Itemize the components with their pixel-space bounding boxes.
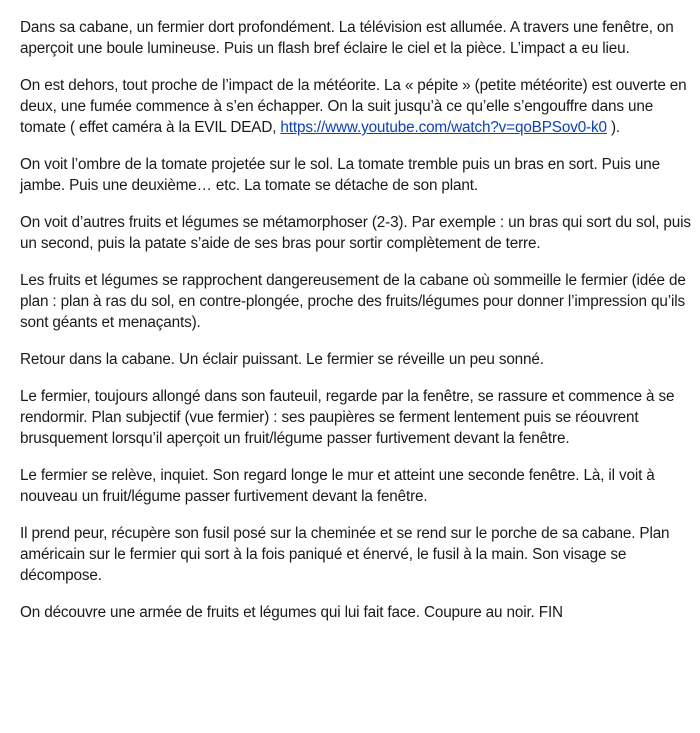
paragraph-6: Retour dans la cabane. Un éclair puissant. Le fermier se réveille un peu sonné. — [20, 351, 544, 368]
paragraph-10: On découvre une armée de fruits et légumes qui lui fait face. Coupure au noir. FIN — [20, 604, 563, 621]
paragraph-4: On voit d’autres fruits et légumes se métamorphoser (2-3). Par exemple : un bras qui sort du sol, puis un second, puis la patate s’aide de ses bras pour sortir complètement de terre. — [20, 214, 691, 252]
paragraph-3: On voit l’ombre de la tomate projetée sur le sol. La tomate tremble puis un bras en sort. Puis une jambe. Puis une deuxième… etc. La tomate se détache de son plant. — [20, 156, 661, 194]
paragraph-7: Le fermier, toujours allongé dans son fauteuil, regarde par la fenêtre, se rassure et commence à se rendormir. Plan subjectif (vue fermier) : ses paupières se ferment lentement puis se réouvrent brusquement lorsqu’il aperçoit un fruit/légume passer furtivement devant la fenêtre. — [20, 388, 675, 447]
document-body — [20, 17, 692, 639]
paragraph-2-text: On est dehors, tout proche de l’impact de la météorite. La « pépite » (petite météorite) est ouverte en deux, une fumée commence à s’en échapper. On la suit jusqu’à ce qu’elle s’engouffre dans une tomate ( effet caméra à la EVIL DEAD, — [20, 77, 687, 136]
paragraph-1: Dans sa cabane, un fermier dort profondément. La télévision est allumée. A travers une fenêtre, on aperçoit une boule lumineuse. Puis un flash bref éclaire le ciel et la pièce. L’impact a eu lieu. — [20, 19, 674, 57]
youtube-link[interactable]: https://www.youtube.com/watch?v=qoBPSov0-k0 — [280, 119, 607, 136]
paragraph-2-end: ). — [606, 119, 621, 136]
paragraph-2 — [20, 75, 692, 138]
paragraph-9: Il prend peur, récupère son fusil posé sur la cheminée et se rend sur le porche de sa cabane. Plan américain sur le fermier qui sort à la fois paniqué et énervé, le fusil à la main. Son visage se décompose. — [20, 525, 670, 584]
paragraph-5: Les fruits et légumes se rapprochent dangereusement de la cabane où sommeille le fermier (idée de plan : plan à ras du sol, en contre-plongée, proche des fruits/légumes pour donner l’impression qu’ils sont géants et menaçants). — [20, 272, 686, 331]
paragraph-8: Le fermier se relève, inquiet. Son regard longe le mur et atteint une seconde fenêtre. Là, il voit à nouveau un fruit/légume passer furtivement devant la fenêtre. — [20, 467, 655, 505]
